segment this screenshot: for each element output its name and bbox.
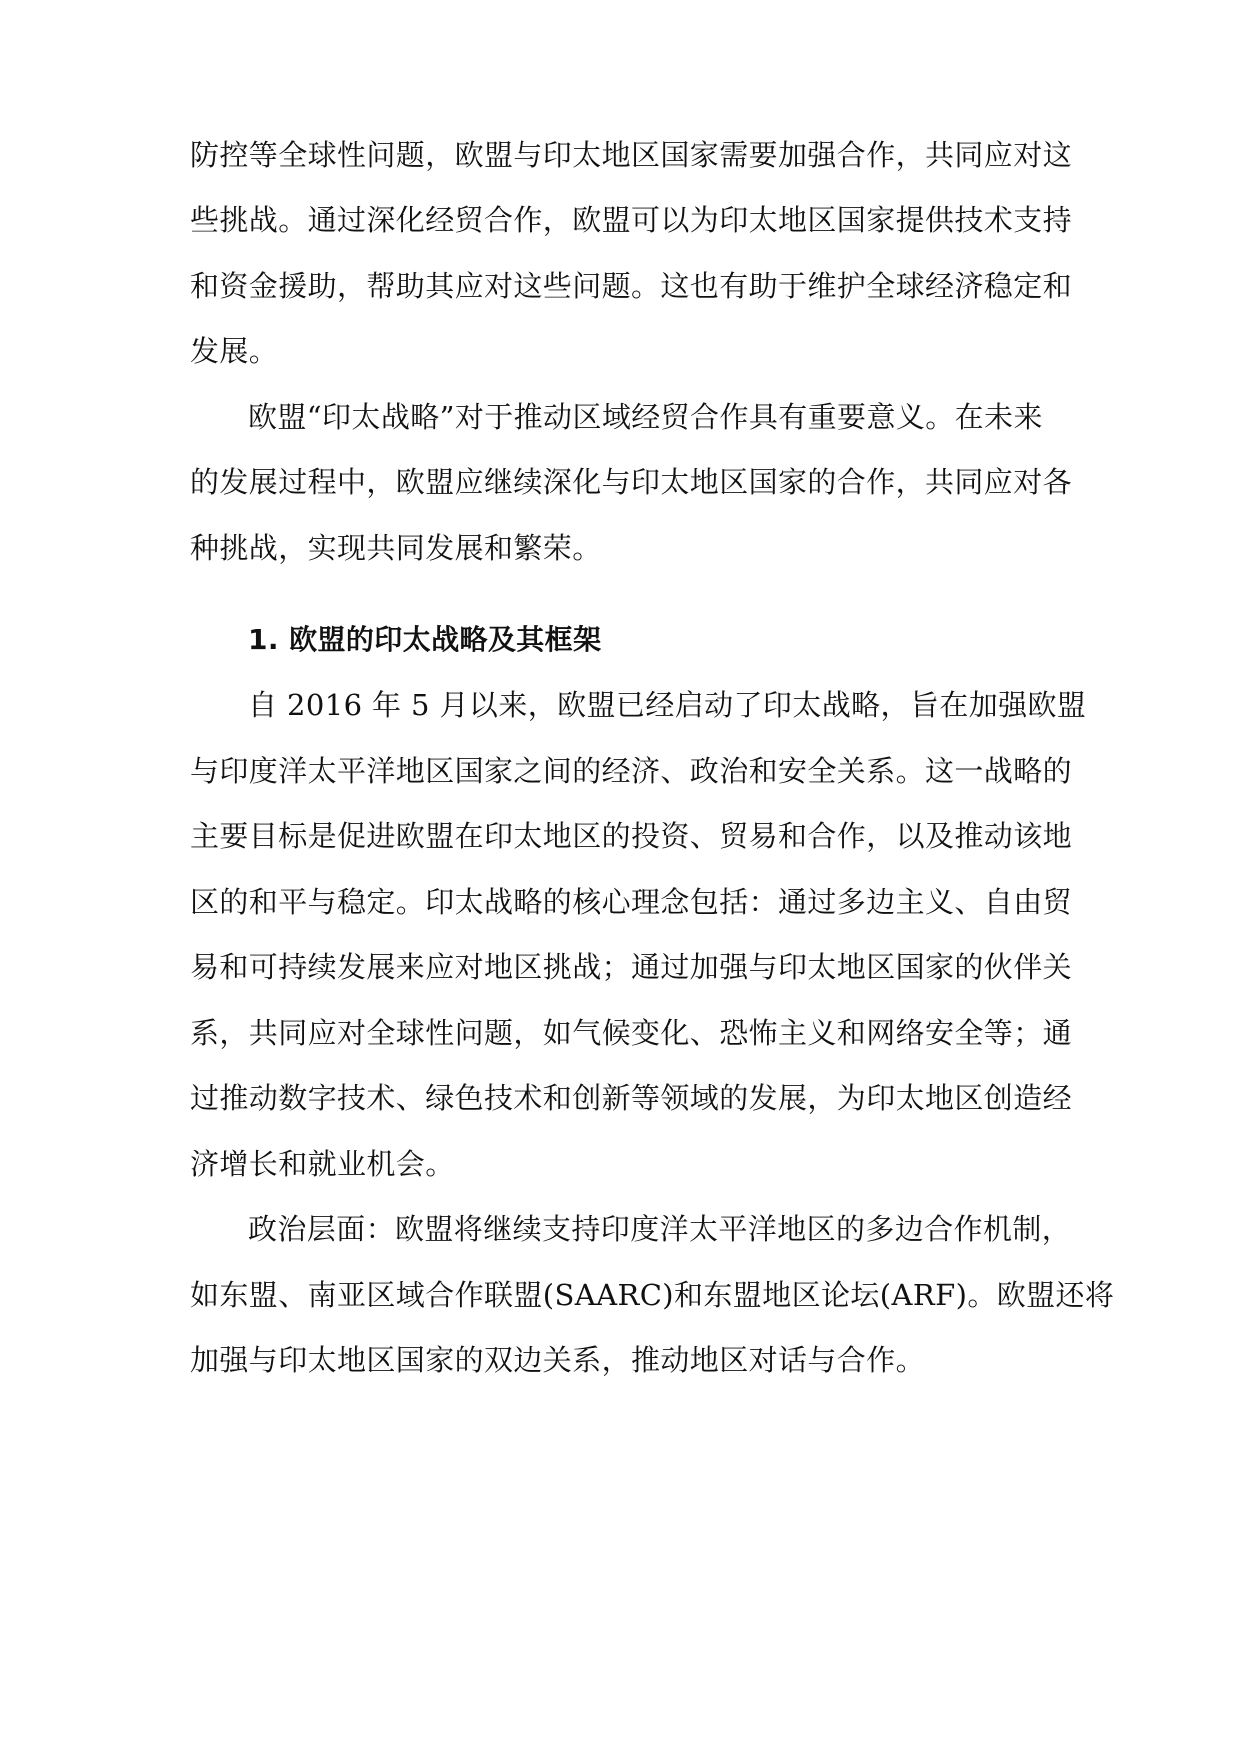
paragraph-line: 如东盟、南亚区域合作联盟(SAARC)和东盟地区论坛(ARF)。欧盟还将	[190, 1278, 1115, 1312]
paragraph-line: 些挑战。通过深化经贸合作，欧盟可以为印太地区国家提供技术支持	[190, 203, 1073, 237]
paragraph-line: 的发展过程中，欧盟应继续深化与印太地区国家的合作，共同应对各	[190, 465, 1073, 499]
paragraph-line: 过推动数字技术、绿色技术和创新等领域的发展，为印太地区创造经	[190, 1081, 1073, 1115]
paragraph-line: 易和可持续发展来应对地区挑战；通过加强与印太地区国家的伙伴关	[190, 950, 1073, 984]
section-heading: 1. 欧盟的印太战略及其框架	[248, 623, 602, 656]
paragraph-line: 欧盟“印太战略”对于推动区域经贸合作具有重要意义。在未来	[248, 400, 1043, 434]
paragraph-line: 加强与印太地区国家的双边关系，推动地区对话与合作。	[190, 1343, 926, 1377]
paragraph-line: 主要目标是促进欧盟在印太地区的投资、贸易和合作，以及推动该地	[190, 819, 1073, 853]
paragraph-line: 种挑战，实现共同发展和繁荣。	[190, 531, 602, 565]
paragraph-line: 济增长和就业机会。	[190, 1147, 455, 1181]
paragraph-line: 防控等全球性问题，欧盟与印太地区国家需要加强合作，共同应对这	[190, 138, 1073, 172]
paragraph-line: 发展。	[190, 334, 279, 368]
paragraph-line: 自 2016 年 5 月以来，欧盟已经启动了印太战略，旨在加强欧盟	[248, 688, 1087, 722]
paragraph-line: 与印度洋太平洋地区国家之间的经济、政治和安全关系。这一战略的	[190, 754, 1073, 788]
paragraph-line: 政治层面：欧盟将继续支持印度洋太平洋地区的多边合作机制，	[248, 1212, 1072, 1246]
paragraph-line: 区的和平与稳定。印太战略的核心理念包括：通过多边主义、自由贸	[190, 885, 1073, 919]
paragraph-line: 系，共同应对全球性问题，如气候变化、恐怖主义和网络安全等；通	[190, 1016, 1073, 1050]
paragraph-line: 和资金援助，帮助其应对这些问题。这也有助于维护全球经济稳定和	[190, 269, 1073, 303]
